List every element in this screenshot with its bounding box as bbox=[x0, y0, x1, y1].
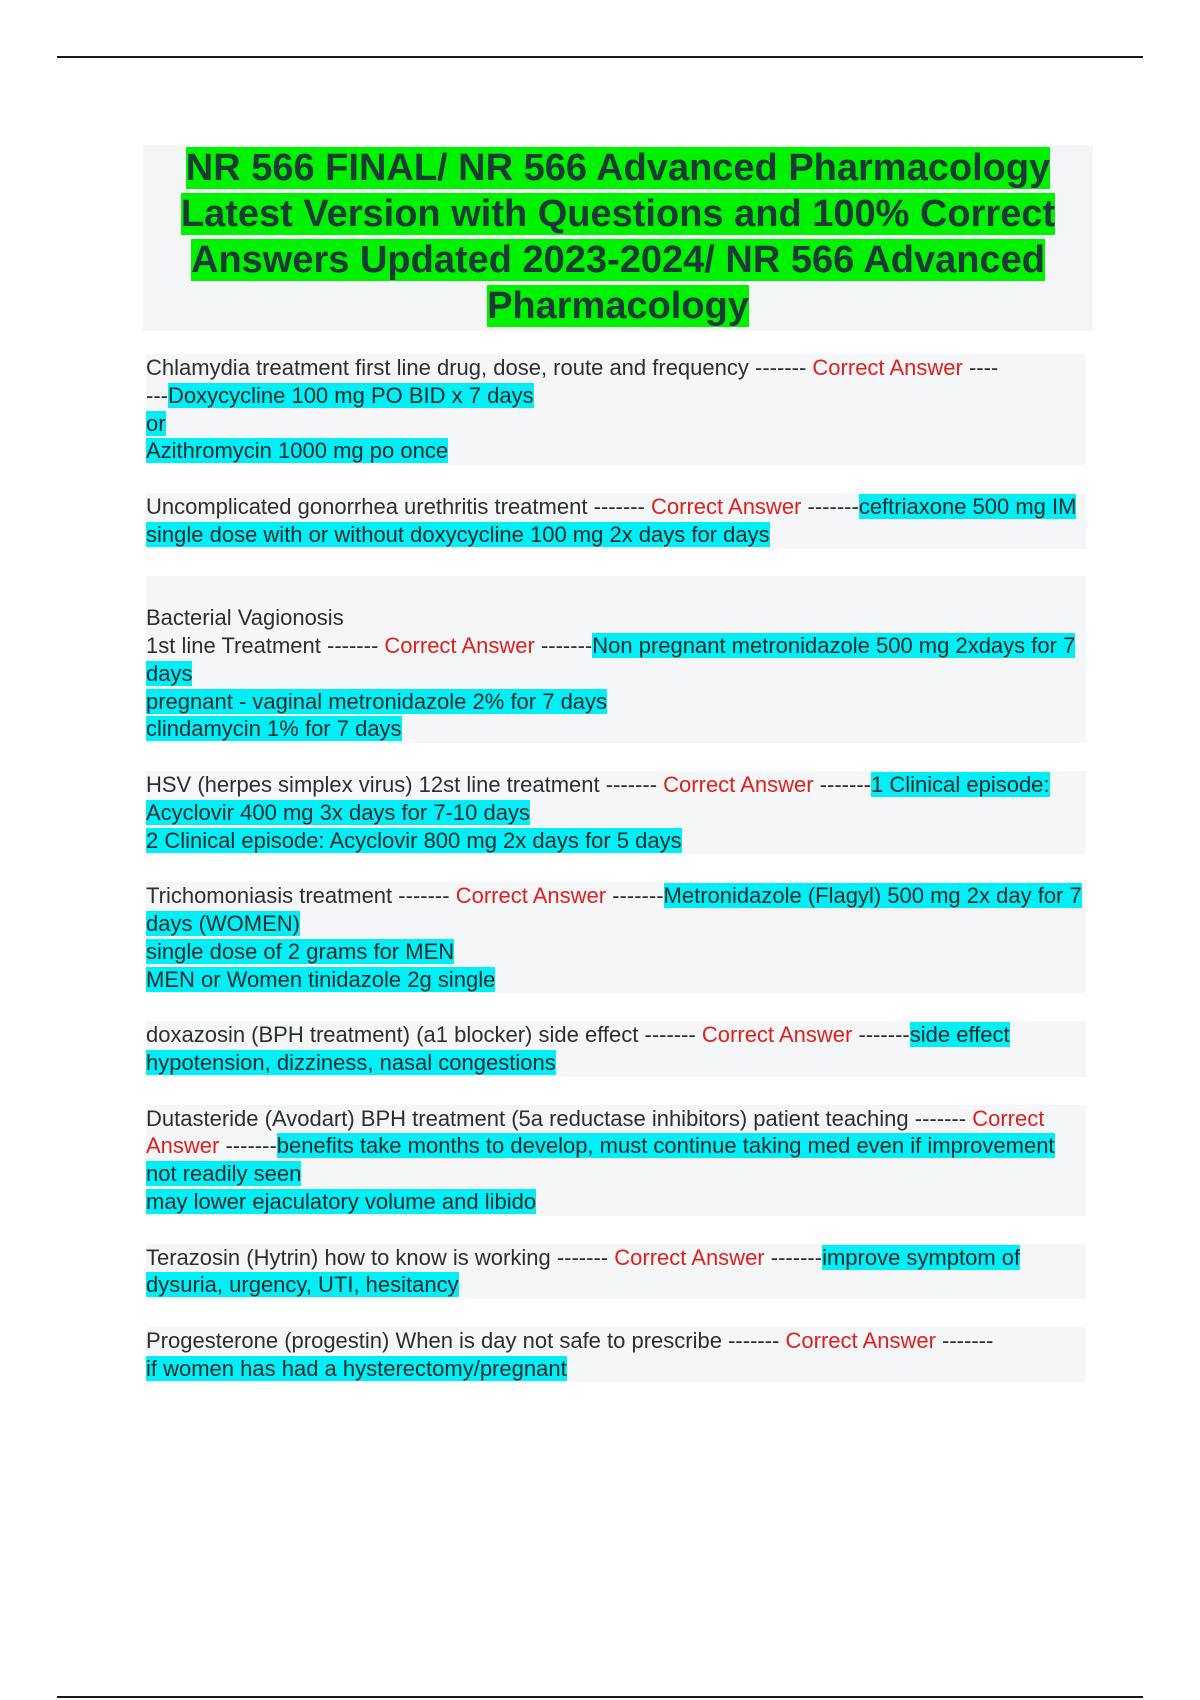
correct-answer-label: Correct Answer bbox=[785, 1327, 936, 1353]
separator: ------- bbox=[327, 632, 379, 658]
separator: ------- bbox=[556, 1244, 609, 1270]
separator: ------- bbox=[593, 493, 645, 519]
separator: ------- bbox=[770, 1244, 823, 1270]
top-rule bbox=[57, 56, 1143, 58]
separator: ------- bbox=[644, 1022, 696, 1048]
separator: ------- bbox=[807, 493, 859, 519]
answer-text: Doxycycline 100 mg PO BID x 7 days bbox=[167, 382, 534, 408]
answer-text: ceftriaxone 500 mg IM single dose with or without doxycycline 100 mg 2x days for days bbox=[146, 493, 1077, 547]
question-text: Trichomoniasis treatment bbox=[146, 883, 393, 909]
qa-item bbox=[146, 1021, 1086, 1077]
answer-text: MEN or Women tinidazole 2g single bbox=[146, 966, 496, 992]
qa-item bbox=[146, 1327, 1086, 1383]
question-text: Bacterial Vagionosis 1st line Treatment bbox=[146, 605, 344, 658]
answer-text: single dose of 2 grams for MEN bbox=[146, 938, 455, 964]
correct-answer-label: Correct Answer bbox=[663, 771, 814, 797]
correct-answer-label: Correct Answer bbox=[384, 632, 535, 658]
correct-answer-label: Correct Answer bbox=[812, 355, 963, 380]
answer-text: benefits take months to develop, must continue taking med even if improvement not readily seen bbox=[146, 1133, 1055, 1187]
title-box bbox=[143, 145, 1093, 331]
answer-text: side effect bbox=[909, 1022, 1010, 1048]
correct-answer-label: Correct Answer bbox=[146, 1105, 1045, 1159]
question-text: HSV (herpes simplex virus) 12st line treatment bbox=[146, 771, 600, 797]
answer-text: hypotension, dizziness, nasal congestions bbox=[146, 1049, 556, 1075]
qa-item bbox=[146, 1105, 1086, 1216]
question-text: Chlamydia treatment first line drug, dose, route and frequency bbox=[146, 355, 749, 380]
answer-text: if women has had a hysterectomy/pregnant bbox=[146, 1355, 567, 1381]
qa-item bbox=[146, 771, 1086, 854]
question-text: Uncomplicated gonorrhea urethritis treatment bbox=[146, 493, 588, 519]
separator: ------- bbox=[612, 883, 664, 909]
document-title bbox=[143, 145, 1093, 329]
answer-text: Azithromycin 1000 mg po once bbox=[146, 438, 449, 464]
separator: ------- bbox=[819, 771, 871, 797]
separator: ------- bbox=[914, 1105, 967, 1131]
question-text: Dutasteride (Avodart) BPH treatment (5a reductase inhibitors) patient teaching bbox=[146, 1105, 909, 1131]
answer-text: Metronidazole (Flagyl) 500 mg 2x day for 7 days (WOMEN) bbox=[146, 883, 1082, 936]
answer-text: pregnant - vaginal metronidazole 2% for 7 days bbox=[146, 688, 608, 714]
separator: ------- bbox=[942, 1327, 994, 1353]
question-text: Progesterone (progestin) When is day not safe to prescribe bbox=[146, 1327, 722, 1353]
separator: ------- bbox=[605, 771, 658, 797]
title-line: Answers Updated 2023-2024/ NR 566 Advanced bbox=[191, 239, 1045, 281]
answer-text: may lower ejaculatory volume and libido bbox=[146, 1188, 537, 1214]
separator: ---- bbox=[968, 355, 999, 380]
separator: ------- bbox=[540, 632, 593, 658]
correct-answer-label: Correct Answer bbox=[455, 883, 607, 909]
correct-answer-label: Correct Answer bbox=[651, 493, 802, 519]
correct-answer-label: Correct Answer bbox=[614, 1244, 765, 1270]
title-line: Latest Version with Questions and 100% Correct bbox=[180, 193, 1056, 235]
title-line: Pharmacology bbox=[487, 285, 749, 327]
separator: ------- bbox=[398, 883, 450, 909]
separator: ------- bbox=[755, 355, 807, 380]
qa-item bbox=[146, 493, 1086, 549]
qa-item bbox=[146, 1244, 1086, 1300]
bottom-rule bbox=[57, 1696, 1143, 1698]
separator: ------- bbox=[225, 1133, 277, 1159]
answer-text: Non pregnant metronidazole 500 mg 2xdays for 7 days bbox=[146, 632, 1076, 686]
separator: ------- bbox=[728, 1327, 780, 1353]
qa-item bbox=[146, 882, 1086, 993]
title-line: NR 566 FINAL/ NR 566 Advanced Pharmacology bbox=[185, 147, 1051, 189]
answer-text: 2 Clinical episode: Acyclovir 800 mg 2x days for 5 days bbox=[146, 827, 682, 853]
qa-item bbox=[146, 576, 1086, 743]
answer-text: 1 Clinical episode: Acyclovir 400 mg 3x days for 7-10 days bbox=[146, 771, 1050, 825]
answer-text: clindamycin 1% for 7 days bbox=[146, 716, 402, 742]
separator: --- bbox=[146, 382, 168, 408]
qa-list bbox=[146, 354, 1086, 1410]
qa-item bbox=[146, 354, 1086, 465]
answer-text: or bbox=[146, 410, 166, 436]
separator: ------- bbox=[858, 1022, 910, 1048]
question-text: doxazosin (BPH treatment) (a1 blocker) side effect bbox=[146, 1022, 639, 1048]
correct-answer-label: Correct Answer bbox=[701, 1022, 853, 1048]
question-text: Terazosin (Hytrin) how to know is working bbox=[146, 1244, 551, 1270]
answer-text: improve symptom of dysuria, urgency, UTI, hesitancy bbox=[146, 1244, 1021, 1298]
